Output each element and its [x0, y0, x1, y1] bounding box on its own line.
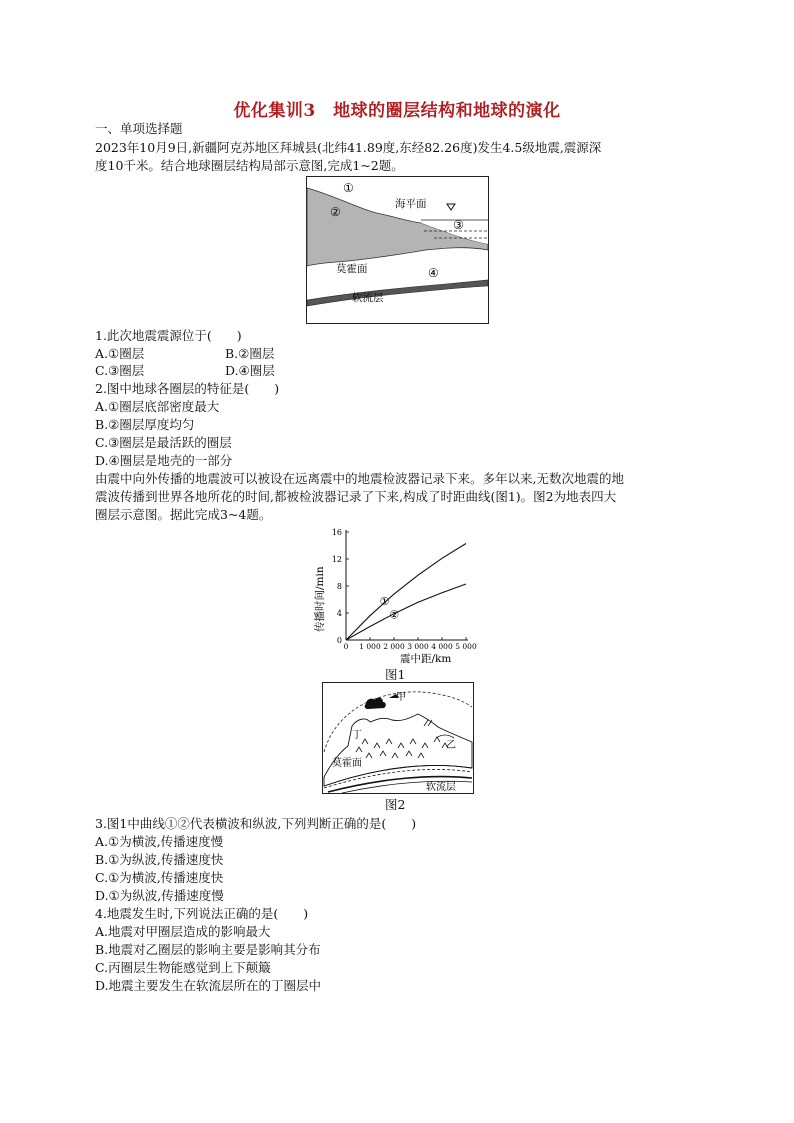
q1-options-row2: [95, 362, 275, 379]
x-tick-label: 3 000: [407, 642, 429, 651]
series-line-2: [346, 584, 466, 640]
label-jia: 甲: [396, 692, 406, 703]
label-yi: 乙: [446, 740, 456, 751]
page-title: 优化集训3 地球的圈层结构和地球的演化: [233, 101, 561, 121]
intro1-line1: 2023年10月9日,新疆阿克苏地区拜城县(北纬41.89度,东经82.26度)发生4.5级地震,震源深: [95, 140, 602, 155]
y-tick-label: 4: [336, 609, 342, 618]
series-label-2: ②: [389, 608, 400, 622]
q2-option-a[interactable]: A.①圈层底部密度最大: [95, 399, 220, 414]
chart-y-label: 传播时间/min: [314, 566, 326, 632]
time-distance-chart: [312, 526, 482, 666]
label-circle1: ①: [343, 181, 354, 195]
q3-option-d[interactable]: D.①为纵波,传播速度慢: [95, 888, 224, 903]
y-tick-label: 12: [331, 555, 342, 564]
q1-option-d[interactable]: D.④圈层: [225, 363, 275, 378]
q2-option-b[interactable]: B.②圈层厚度均匀: [95, 417, 195, 432]
q3-option-c[interactable]: C.①为横波,传播速度快: [95, 870, 224, 885]
section-heading: 一、单项选择题: [95, 121, 183, 136]
q1-stem: 1.此次地震震源位于( ): [95, 328, 242, 343]
y-tick-label: 8: [336, 582, 342, 591]
q1-option-b[interactable]: B.②圈层: [225, 346, 275, 361]
x-tick-label: 4 000: [431, 642, 453, 651]
fig1-caption: 图1: [385, 667, 406, 682]
q3-stem: 3.图1中曲线①②代表横波和纵波,下列判断正确的是( ): [95, 816, 417, 831]
q3-option-b[interactable]: B.①为纵波,传播速度快: [95, 852, 224, 867]
intro1-line2: 度10千米。结合地球圈层结构局部示意图,完成1~2题。: [95, 158, 404, 173]
y-tick-label: 16: [331, 528, 342, 537]
intro2-line3: 圈层示意图。据此完成3~4题。: [95, 507, 272, 522]
x-tick-label: 0: [343, 642, 349, 651]
q1-option-c[interactable]: C.③圈层: [95, 363, 145, 378]
q4-option-b[interactable]: B.地震对乙圈层的影响主要是影响其分布: [95, 942, 321, 957]
label-asthenosphere: 软流层: [352, 292, 384, 304]
chart-axes: [346, 530, 468, 640]
label-circle3: ③: [453, 218, 464, 232]
label-sea-level: 海平面: [395, 198, 427, 210]
q2-option-d[interactable]: D.④圈层是地壳的一部分: [95, 453, 233, 468]
label-asthenosphere-2: 软流层: [426, 782, 456, 793]
intro2-line1: 由震中向外传播的地震波可以被设在远离震中的地震检波器记录下来。多年以来,无数次地震的地: [95, 471, 624, 486]
fig2-caption: 图2: [385, 797, 406, 812]
q4-option-c[interactable]: C.丙圈层生物能感觉到上下颠簸: [95, 960, 271, 975]
x-tick-label: 5 000: [455, 642, 477, 651]
chart-x-label: 震中距/km: [400, 653, 452, 665]
q2-stem: 2.图中地球各圈层的特征是( ): [95, 381, 280, 396]
x-tick-label: 1 000: [359, 642, 381, 651]
q4-stem: 4.地震发生时,下列说法正确的是( ): [95, 906, 309, 921]
earth-spheres-figure: [322, 682, 474, 794]
label-circle2: ②: [330, 205, 341, 219]
q4-option-d[interactable]: D.地震主要发生在软流层所在的丁圈层中: [95, 978, 322, 993]
label-ding: 丁: [352, 730, 362, 741]
intro2-line2: 震波传播到世界各地所花的时间,都被检波器记录了下来,构成了时距曲线(图1)。图2为地表四大: [95, 489, 617, 504]
q1-option-a[interactable]: A.①圈层: [95, 346, 145, 361]
crust-structure-figure: [306, 176, 489, 324]
label-circle4: ④: [428, 266, 439, 280]
q2-option-c[interactable]: C.③圈层是最活跃的圈层: [95, 435, 232, 450]
y-tick-label: 0: [336, 636, 342, 645]
q4-option-a[interactable]: A.地震对甲圈层造成的影响最大: [95, 924, 271, 939]
x-tick-label: 2 000: [383, 642, 405, 651]
q3-option-a[interactable]: A.①为横波,传播速度慢: [95, 834, 224, 849]
label-moho-2: 莫霍面: [332, 758, 362, 769]
q1-options-row1: [95, 345, 274, 362]
chart-series: [346, 544, 466, 641]
series-line-1: [346, 544, 466, 641]
series-label-1: ①: [379, 594, 390, 608]
label-moho: 莫霍面: [336, 263, 368, 275]
